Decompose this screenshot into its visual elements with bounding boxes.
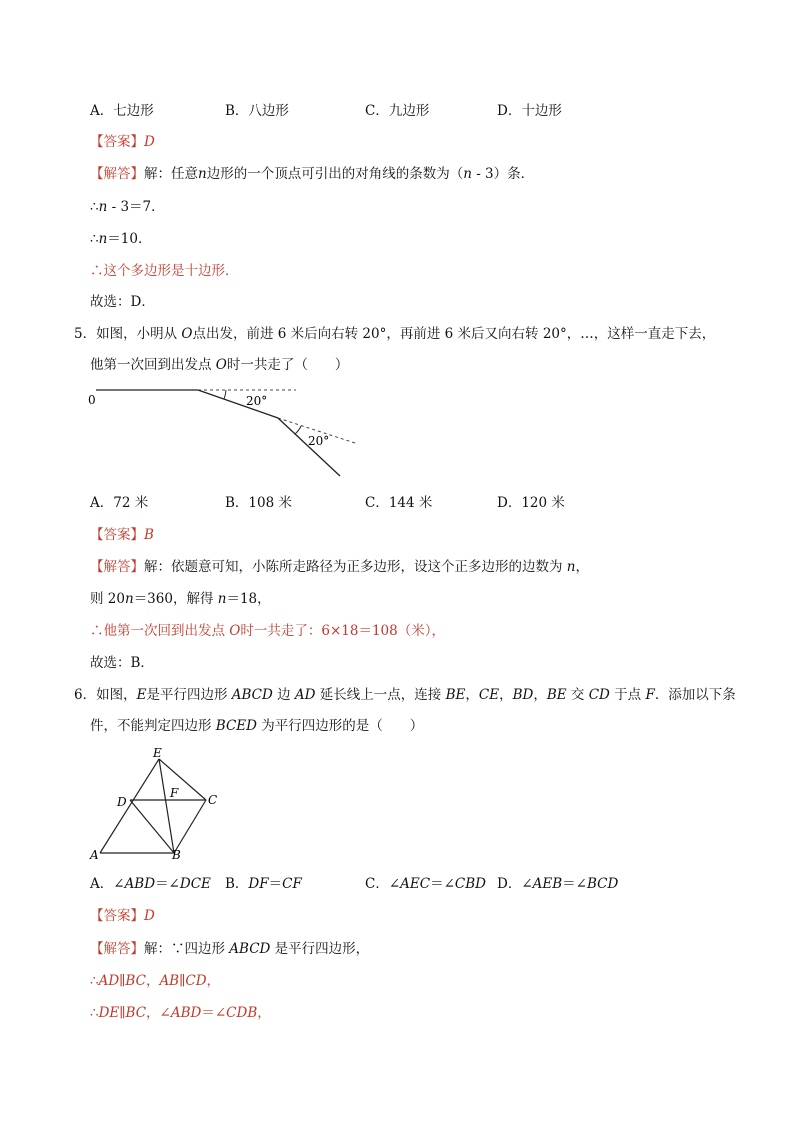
text: C．∠ bbox=[365, 876, 401, 892]
text: 解：依题意可知，小陈所走路径为正多边形，设这个正多边形的边数为 bbox=[144, 559, 567, 575]
var: CDB bbox=[226, 1005, 258, 1021]
var: AD bbox=[294, 687, 316, 703]
text: ∴他第一次回到出发点 bbox=[90, 623, 230, 639]
var: DE bbox=[98, 1005, 120, 1021]
text: ， bbox=[257, 1005, 271, 1021]
segment-BC bbox=[174, 800, 206, 853]
q4-choose: 故选：D． bbox=[90, 294, 155, 310]
text: ， bbox=[145, 973, 160, 989]
text: ＝∠ bbox=[155, 876, 180, 892]
angle-label-2: 20° bbox=[308, 434, 330, 448]
text: ， bbox=[575, 559, 589, 575]
origin-label: 0 bbox=[88, 393, 96, 407]
angle-arc-2 bbox=[295, 426, 301, 434]
text: 他第一次回到出发点 bbox=[90, 357, 216, 373]
var: BC bbox=[125, 1005, 147, 1021]
point-label-A: A bbox=[90, 848, 99, 862]
var: BCD bbox=[586, 876, 619, 892]
segment-EC bbox=[159, 759, 206, 800]
var: CBD bbox=[454, 876, 486, 892]
text: ＝∠ bbox=[562, 876, 587, 892]
explain-tag: 【解答】 bbox=[90, 941, 144, 957]
q6-stem-line2 bbox=[90, 717, 423, 735]
var: ABCD bbox=[229, 941, 271, 957]
text: ，∠ bbox=[146, 1005, 171, 1021]
var: O bbox=[215, 357, 227, 373]
q6-answer-line bbox=[90, 907, 155, 925]
point-label-F: F bbox=[170, 786, 179, 800]
q4-option-a: A．七边形 bbox=[90, 103, 154, 119]
q5-stem-line1 bbox=[74, 325, 715, 343]
q5-step2 bbox=[90, 622, 445, 640]
text: 点出发，前进 6 米后向右转 20°，再前进 6 米后又向右转 20°，…，这样一直走下去， bbox=[192, 326, 716, 342]
text: ∴ bbox=[90, 973, 99, 989]
var: O bbox=[181, 326, 193, 342]
q4-explain-line bbox=[90, 165, 534, 183]
var: BD bbox=[512, 687, 534, 703]
text: ＝∠ bbox=[201, 1005, 227, 1021]
q5-path-figure bbox=[86, 378, 386, 478]
text: 时一共走了：6×18＝108（米）， bbox=[240, 623, 445, 639]
var: BE bbox=[546, 687, 567, 703]
text: ， bbox=[499, 687, 513, 703]
q5-option-b: B．108 米 bbox=[225, 495, 292, 511]
q6-step2 bbox=[90, 1004, 271, 1022]
q5-answer-line bbox=[90, 526, 154, 544]
var: n bbox=[124, 591, 134, 607]
text: 延长线上一点，连接 bbox=[315, 687, 446, 703]
text: 时一共走了（ ） bbox=[226, 357, 349, 373]
text: ∴ bbox=[90, 231, 99, 247]
var: AEB bbox=[532, 876, 563, 892]
text: ， bbox=[465, 687, 479, 703]
q5-choose: 故选：B． bbox=[90, 655, 154, 671]
text: ＝360，解得 bbox=[133, 591, 218, 607]
segment-EB bbox=[159, 759, 174, 853]
var: AD bbox=[98, 973, 120, 989]
var: CD bbox=[185, 973, 207, 989]
var: AEC bbox=[400, 876, 431, 892]
answer-value: D bbox=[144, 134, 155, 150]
text: ， bbox=[533, 687, 547, 703]
q6-option-b bbox=[225, 875, 302, 893]
var: ABCD bbox=[231, 687, 273, 703]
q4-step2 bbox=[90, 230, 151, 248]
var: DF bbox=[248, 876, 269, 892]
var: ABD bbox=[124, 876, 156, 892]
text: A．∠ bbox=[90, 876, 125, 892]
var: DCE bbox=[179, 876, 211, 892]
var: CD bbox=[588, 687, 610, 703]
var: n bbox=[566, 559, 576, 575]
point-label-E: E bbox=[153, 746, 162, 760]
angle-label-1: 20° bbox=[246, 394, 268, 408]
q5-option-d: D．120 米 bbox=[497, 495, 565, 511]
text: 是平行四边形 bbox=[146, 687, 232, 703]
q6-option-d bbox=[497, 875, 618, 893]
q6-parallelogram-figure bbox=[86, 745, 236, 865]
text: ．添加以下条 bbox=[654, 687, 736, 703]
point-label-C: C bbox=[208, 793, 218, 807]
text: D．∠ bbox=[497, 876, 533, 892]
text: 交 bbox=[566, 687, 589, 703]
var: n bbox=[198, 166, 207, 182]
var: O bbox=[229, 623, 241, 639]
var: n bbox=[98, 231, 108, 247]
text: 为平行四边形的是（ ） bbox=[256, 718, 424, 734]
point-label-D: D bbox=[117, 795, 127, 809]
text: ， bbox=[206, 973, 221, 989]
q6-stem-line1 bbox=[74, 686, 736, 704]
var: BC bbox=[125, 973, 146, 989]
var: ABD bbox=[170, 1005, 202, 1021]
answer-tag: 【答案】 bbox=[90, 527, 144, 543]
var: CF bbox=[282, 876, 302, 892]
q6-explain-line bbox=[90, 940, 369, 958]
var: AB bbox=[159, 973, 180, 989]
text: 是平行四边形， bbox=[270, 941, 370, 957]
text: ＝10． bbox=[107, 231, 152, 247]
q5-explain-line bbox=[90, 558, 589, 576]
segment-AE bbox=[100, 759, 159, 853]
q6-option-c bbox=[365, 875, 486, 893]
var: BE bbox=[445, 687, 466, 703]
text: ∥ bbox=[119, 973, 126, 989]
text: ∥ bbox=[179, 973, 186, 989]
q4-step3: ∴这个多边形是十边形． bbox=[90, 263, 239, 279]
q4-option-d: D．十边形 bbox=[497, 103, 562, 119]
explain-tag: 【解答】 bbox=[90, 559, 144, 575]
answer-value: B bbox=[144, 527, 154, 543]
text: ∴ bbox=[90, 199, 99, 215]
text: 则 20 bbox=[90, 591, 125, 607]
q5-option-a: A．72 米 bbox=[90, 495, 149, 511]
text: 于点 bbox=[609, 687, 646, 703]
q5-stem-line2 bbox=[90, 356, 348, 374]
angle-arc-1 bbox=[224, 390, 226, 399]
var: E bbox=[136, 687, 147, 703]
q5-step1 bbox=[90, 590, 271, 608]
answer-tag: 【答案】 bbox=[90, 908, 144, 924]
var: n bbox=[217, 591, 227, 607]
text: 边 bbox=[272, 687, 295, 703]
var: n bbox=[98, 199, 108, 215]
point-label-B: B bbox=[172, 848, 181, 862]
text: ＝∠ bbox=[430, 876, 455, 892]
text: 6．如图， bbox=[74, 687, 137, 703]
text: - 3）条． bbox=[471, 166, 535, 182]
var: CE bbox=[478, 687, 500, 703]
text: 件，不能判定四边形 bbox=[90, 718, 216, 734]
text: 解：∵四边形 bbox=[144, 941, 230, 957]
answer-tag: 【答案】 bbox=[90, 134, 144, 150]
q5-option-c: C．144 米 bbox=[365, 495, 433, 511]
var: BCED bbox=[215, 718, 257, 734]
q4-answer-line bbox=[90, 133, 155, 151]
q4-option-b: B．八边形 bbox=[225, 103, 289, 119]
text: 边形的一个顶点可引出的对角线的条数为（ bbox=[206, 166, 464, 182]
q4-step1 bbox=[90, 198, 165, 216]
text: ＝ bbox=[268, 876, 283, 892]
text: 解：任意 bbox=[144, 166, 198, 182]
q6-option-a bbox=[90, 875, 211, 893]
var: n bbox=[463, 166, 472, 182]
text: 5．如图，小明从 bbox=[74, 326, 182, 342]
text: B． bbox=[225, 876, 249, 892]
explain-tag: 【解答】 bbox=[90, 166, 144, 182]
q6-step1 bbox=[90, 972, 220, 990]
var: F bbox=[645, 687, 655, 703]
answer-value: D bbox=[144, 908, 155, 924]
text: - 3＝7． bbox=[107, 199, 165, 215]
text: ＝18， bbox=[226, 591, 271, 607]
text: ∴ bbox=[90, 1005, 99, 1021]
text: ∥ bbox=[119, 1005, 126, 1021]
q4-option-c: C．九边形 bbox=[365, 103, 430, 119]
